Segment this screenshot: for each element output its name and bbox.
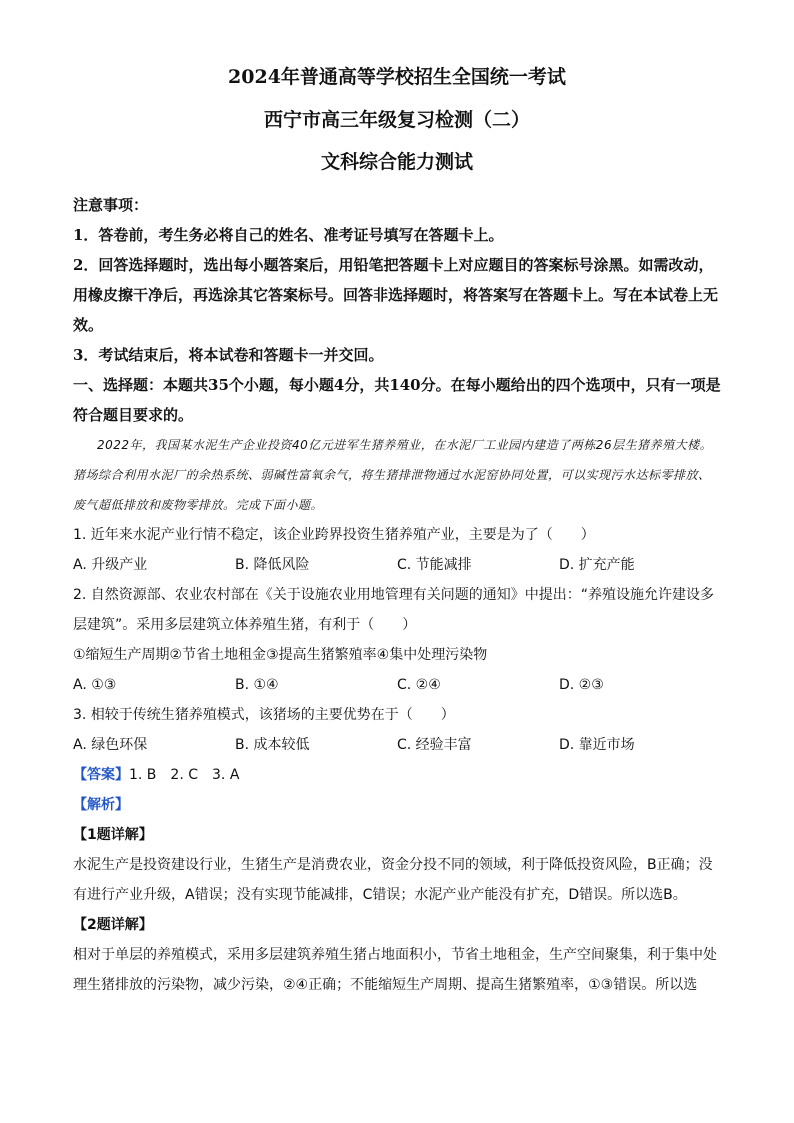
exam-title: 2024年普通高等学校招生全国统一考试	[228, 66, 566, 88]
question-3-stem: 3. 相较于传统生猪养殖模式，该猪场的主要优势在于（ ）	[73, 707, 455, 723]
notice-heading: 注意事项：	[73, 196, 149, 214]
question-3-options	[73, 730, 721, 760]
answer-label: 【答案】	[73, 767, 129, 783]
q3-option-a: A. 绿色环保	[73, 737, 148, 753]
detail-1-label: 【1题详解】	[73, 827, 153, 843]
q1-option-d: D. 扩充产能	[559, 557, 635, 573]
detail-2-label: 【2题详解】	[73, 917, 153, 933]
exam-subtitle: 西宁市高三年级复习检测（二）	[263, 109, 530, 131]
exam-header	[0, 67, 794, 173]
q3-option-b: B. 成本较低	[235, 737, 310, 753]
question-1-stem: 1. 近年来水泥产业行情不稳定，该企业跨界投资生猪养殖产业，主要是为了（ ）	[73, 527, 595, 543]
q3-option-c: C. 经验丰富	[397, 737, 472, 753]
q2-option-c: C. ②④	[397, 677, 441, 693]
document-body	[73, 190, 721, 1000]
reading-material: 2022年，我国某水泥生产企业投资40亿元进军生猪养殖业，在水泥厂工业园内建造了两栋26层生猪养殖大楼。猪场综合利用水泥厂的余热系统、弱碱性富氧余气，将生猪排泄物通过水泥窑协同处置，可以实现污水达标零排放、废气超低排放和废物零排放。完成下面小题。	[73, 438, 713, 512]
notice-item-2: 2．回答选择题时，选出每小题答案后，用铅笔把答题卡上对应题目的答案标号涂黑。如需改动，用橡皮擦干净后，再选涂其它答案标号。回答非选择题时，将答案写在答题卡上。写在本试卷上无效。	[73, 256, 719, 334]
answer-3: 3. A	[212, 767, 240, 783]
section-heading: 一、选择题：本题共35个小题，每小题4分，共140分。在每小题给出的四个选项中，只有一项是符合题目要求的。	[73, 376, 721, 424]
exam-subject: 文科综合能力测试	[320, 151, 473, 173]
notice-item-3: 3．考试结束后，将本试卷和答题卡一并交回。	[73, 346, 384, 364]
q2-option-d: D. ②③	[559, 677, 604, 693]
detail-2-text: 相对于单层的养殖模式，采用多层建筑养殖生猪占地面积小，节省土地租金，生产空间聚集，利于集中处理生猪排放的污染物，减少污染，②④正确；不能缩短生产周期、提高生猪繁殖率，①③错误。所以选	[73, 947, 717, 993]
answer-1: 1. B	[129, 767, 157, 783]
question-1-options	[73, 550, 721, 580]
detail-1-text: 水泥生产是投资建设行业，生猪生产是消费农业，资金分投不同的领域，利于降低投资风险，B正确；没有进行产业升级，A错误；没有实现节能减排，C错误；水泥产业产能没有扩充，D错误。所以选B。	[73, 857, 713, 903]
q2-option-a: A. ①③	[73, 677, 117, 693]
notice-item-1: 1．答卷前，考生务必将自己的姓名、准考证号填写在答题卡上。	[73, 226, 504, 244]
q1-option-a: A. 升级产业	[73, 557, 148, 573]
analysis-label: 【解析】	[73, 797, 129, 813]
answer-line	[73, 760, 721, 790]
q2-option-b: B. ①④	[235, 677, 279, 693]
question-2-options	[73, 670, 721, 700]
question-2-stem: 2. 自然资源部、农业农村部在《关于设施农业用地管理有关问题的通知》中提出：“养殖设施允许建设多层建筑”。采用多层建筑立体养殖生猪，有利于（ ）	[73, 587, 715, 633]
q1-option-b: B. 降低风险	[235, 557, 310, 573]
question-2-items: ①缩短生产周期②节省土地租金③提高生猪繁殖率④集中处理污染物	[73, 647, 488, 663]
q1-option-c: C. 节能减排	[397, 557, 472, 573]
answer-2: 2. C	[170, 767, 199, 783]
q3-option-d: D. 靠近市场	[559, 737, 635, 753]
